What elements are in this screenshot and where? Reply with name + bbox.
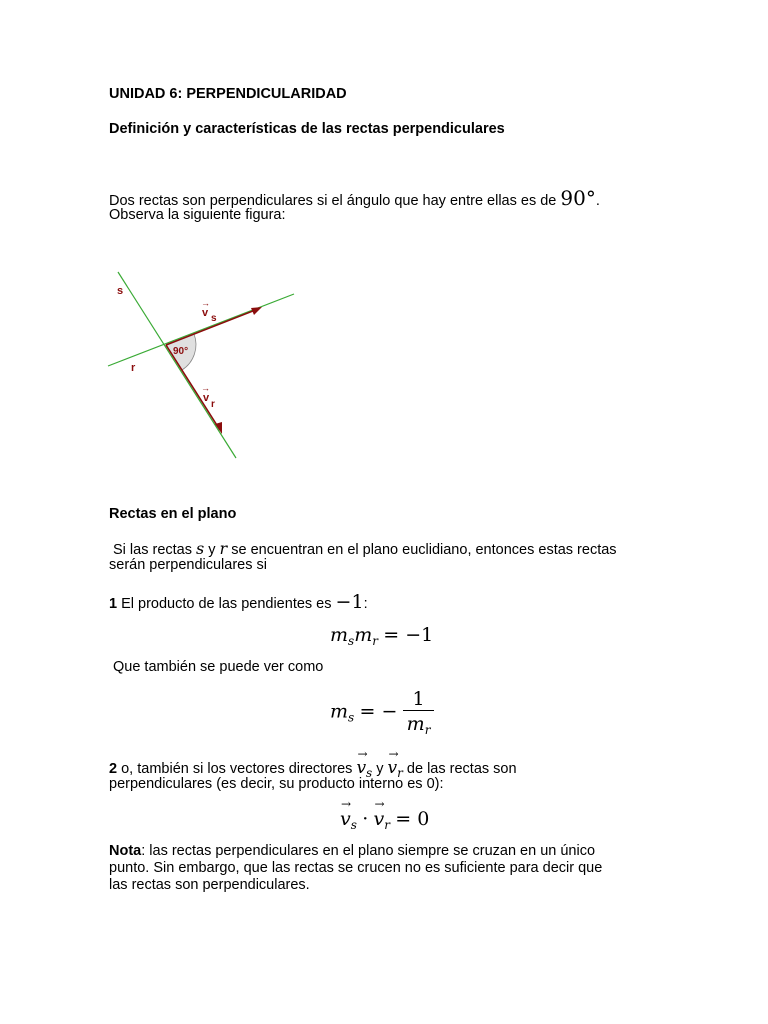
eq1-sub-s: s: [348, 634, 355, 648]
item1-value: −1: [335, 591, 364, 613]
item2-number: 2: [109, 761, 118, 777]
equation-slope-product: [330, 624, 433, 648]
section-title-plane: Rectas en el plano: [109, 506, 237, 522]
eq3-vs: → $v_s$: [340, 808, 357, 832]
eq1-m1: m: [330, 624, 349, 646]
angle-label: 90°: [173, 346, 189, 357]
para1-s: s: [196, 539, 205, 558]
item2-vr: → $v_r$: [388, 758, 403, 780]
note-line-3: las rectas son perpendiculares.: [109, 877, 310, 893]
eq3-dot: ·: [362, 808, 369, 830]
section-title-definition: Definición y características de las rectas perpendiculares: [109, 121, 505, 137]
item1-colon: :: [363, 596, 368, 612]
item2-line-2: perpendiculares (es decir, su producto interno es 0):: [109, 776, 444, 792]
para1-and: y: [208, 542, 216, 558]
item2-text-a: o, también si los vectores directores: [121, 761, 353, 777]
equation-dot-product: [340, 808, 429, 832]
item2-and: y: [376, 761, 384, 777]
eq2-numerator: 1: [412, 688, 425, 710]
line-s: [118, 272, 236, 458]
para1-r: r: [219, 539, 228, 558]
eq3-vr: → $v_r$: [374, 808, 390, 832]
eq1-rhs: = −1: [383, 624, 434, 646]
eq2-den-sub: r: [424, 723, 431, 737]
intro-angle: 90°: [560, 186, 596, 210]
item2-text-b: de las rectas son: [406, 761, 517, 777]
label-r: r: [131, 362, 136, 374]
item1-line: [109, 591, 368, 613]
eq1-sub-r: r: [372, 634, 378, 648]
item1-text: El producto de las pendientes es: [121, 596, 332, 612]
eq2-equals: = −: [359, 700, 398, 723]
item1-number: 1: [109, 596, 118, 612]
para1-prefix: Si las rectas: [113, 542, 192, 558]
eq2-den-m: m: [406, 713, 425, 735]
arrow-vr: →: [201, 383, 210, 393]
perpendicular-lines-figure: [100, 262, 310, 462]
para1-suffix: se encuentran en el plano euclidiano, entonces estas rectas: [231, 542, 617, 558]
eq2-fraction: [403, 688, 435, 737]
label-vs: v: [202, 307, 209, 319]
arrow-vs: →: [201, 298, 210, 308]
equation-slope-reciprocal: [330, 688, 434, 737]
vector-vs-arrowhead: [251, 307, 262, 315]
intro-text: Dos rectas son perpendiculares si el ángulo que hay entre ellas es de: [109, 193, 557, 209]
note-text-1: : las rectas perpendiculares en el plano siempre se cruzan en un único: [141, 843, 596, 859]
note-line-1: [109, 843, 595, 859]
label-vr: v: [203, 392, 210, 404]
intro-line-2: Observa la siguiente figura:: [109, 207, 286, 223]
para1-line-1: [113, 539, 617, 558]
label-vs-sub: s: [211, 313, 217, 324]
eq1-m2: m: [354, 624, 373, 646]
intro-period: .: [595, 193, 600, 209]
eq3-rhs: = 0: [395, 808, 430, 830]
label-s: s: [117, 285, 124, 297]
unit-title: UNIDAD 6: PERPENDICULARIDAD: [109, 86, 347, 102]
also-text: Que también se puede ver como: [113, 659, 324, 675]
note-line-2: punto. Sin embargo, que las rectas se crucen no es suficiente para decir que: [109, 860, 603, 876]
eq2-sub-s: s: [348, 710, 355, 725]
vector-vr-arrowhead: [215, 422, 222, 434]
note-label: Nota: [109, 843, 142, 859]
eq2-m: m: [330, 700, 349, 723]
item2-vs: → $v_s$: [356, 758, 372, 780]
para1-line-2: serán perpendiculares si: [109, 557, 267, 573]
label-vr-sub: r: [211, 399, 215, 410]
